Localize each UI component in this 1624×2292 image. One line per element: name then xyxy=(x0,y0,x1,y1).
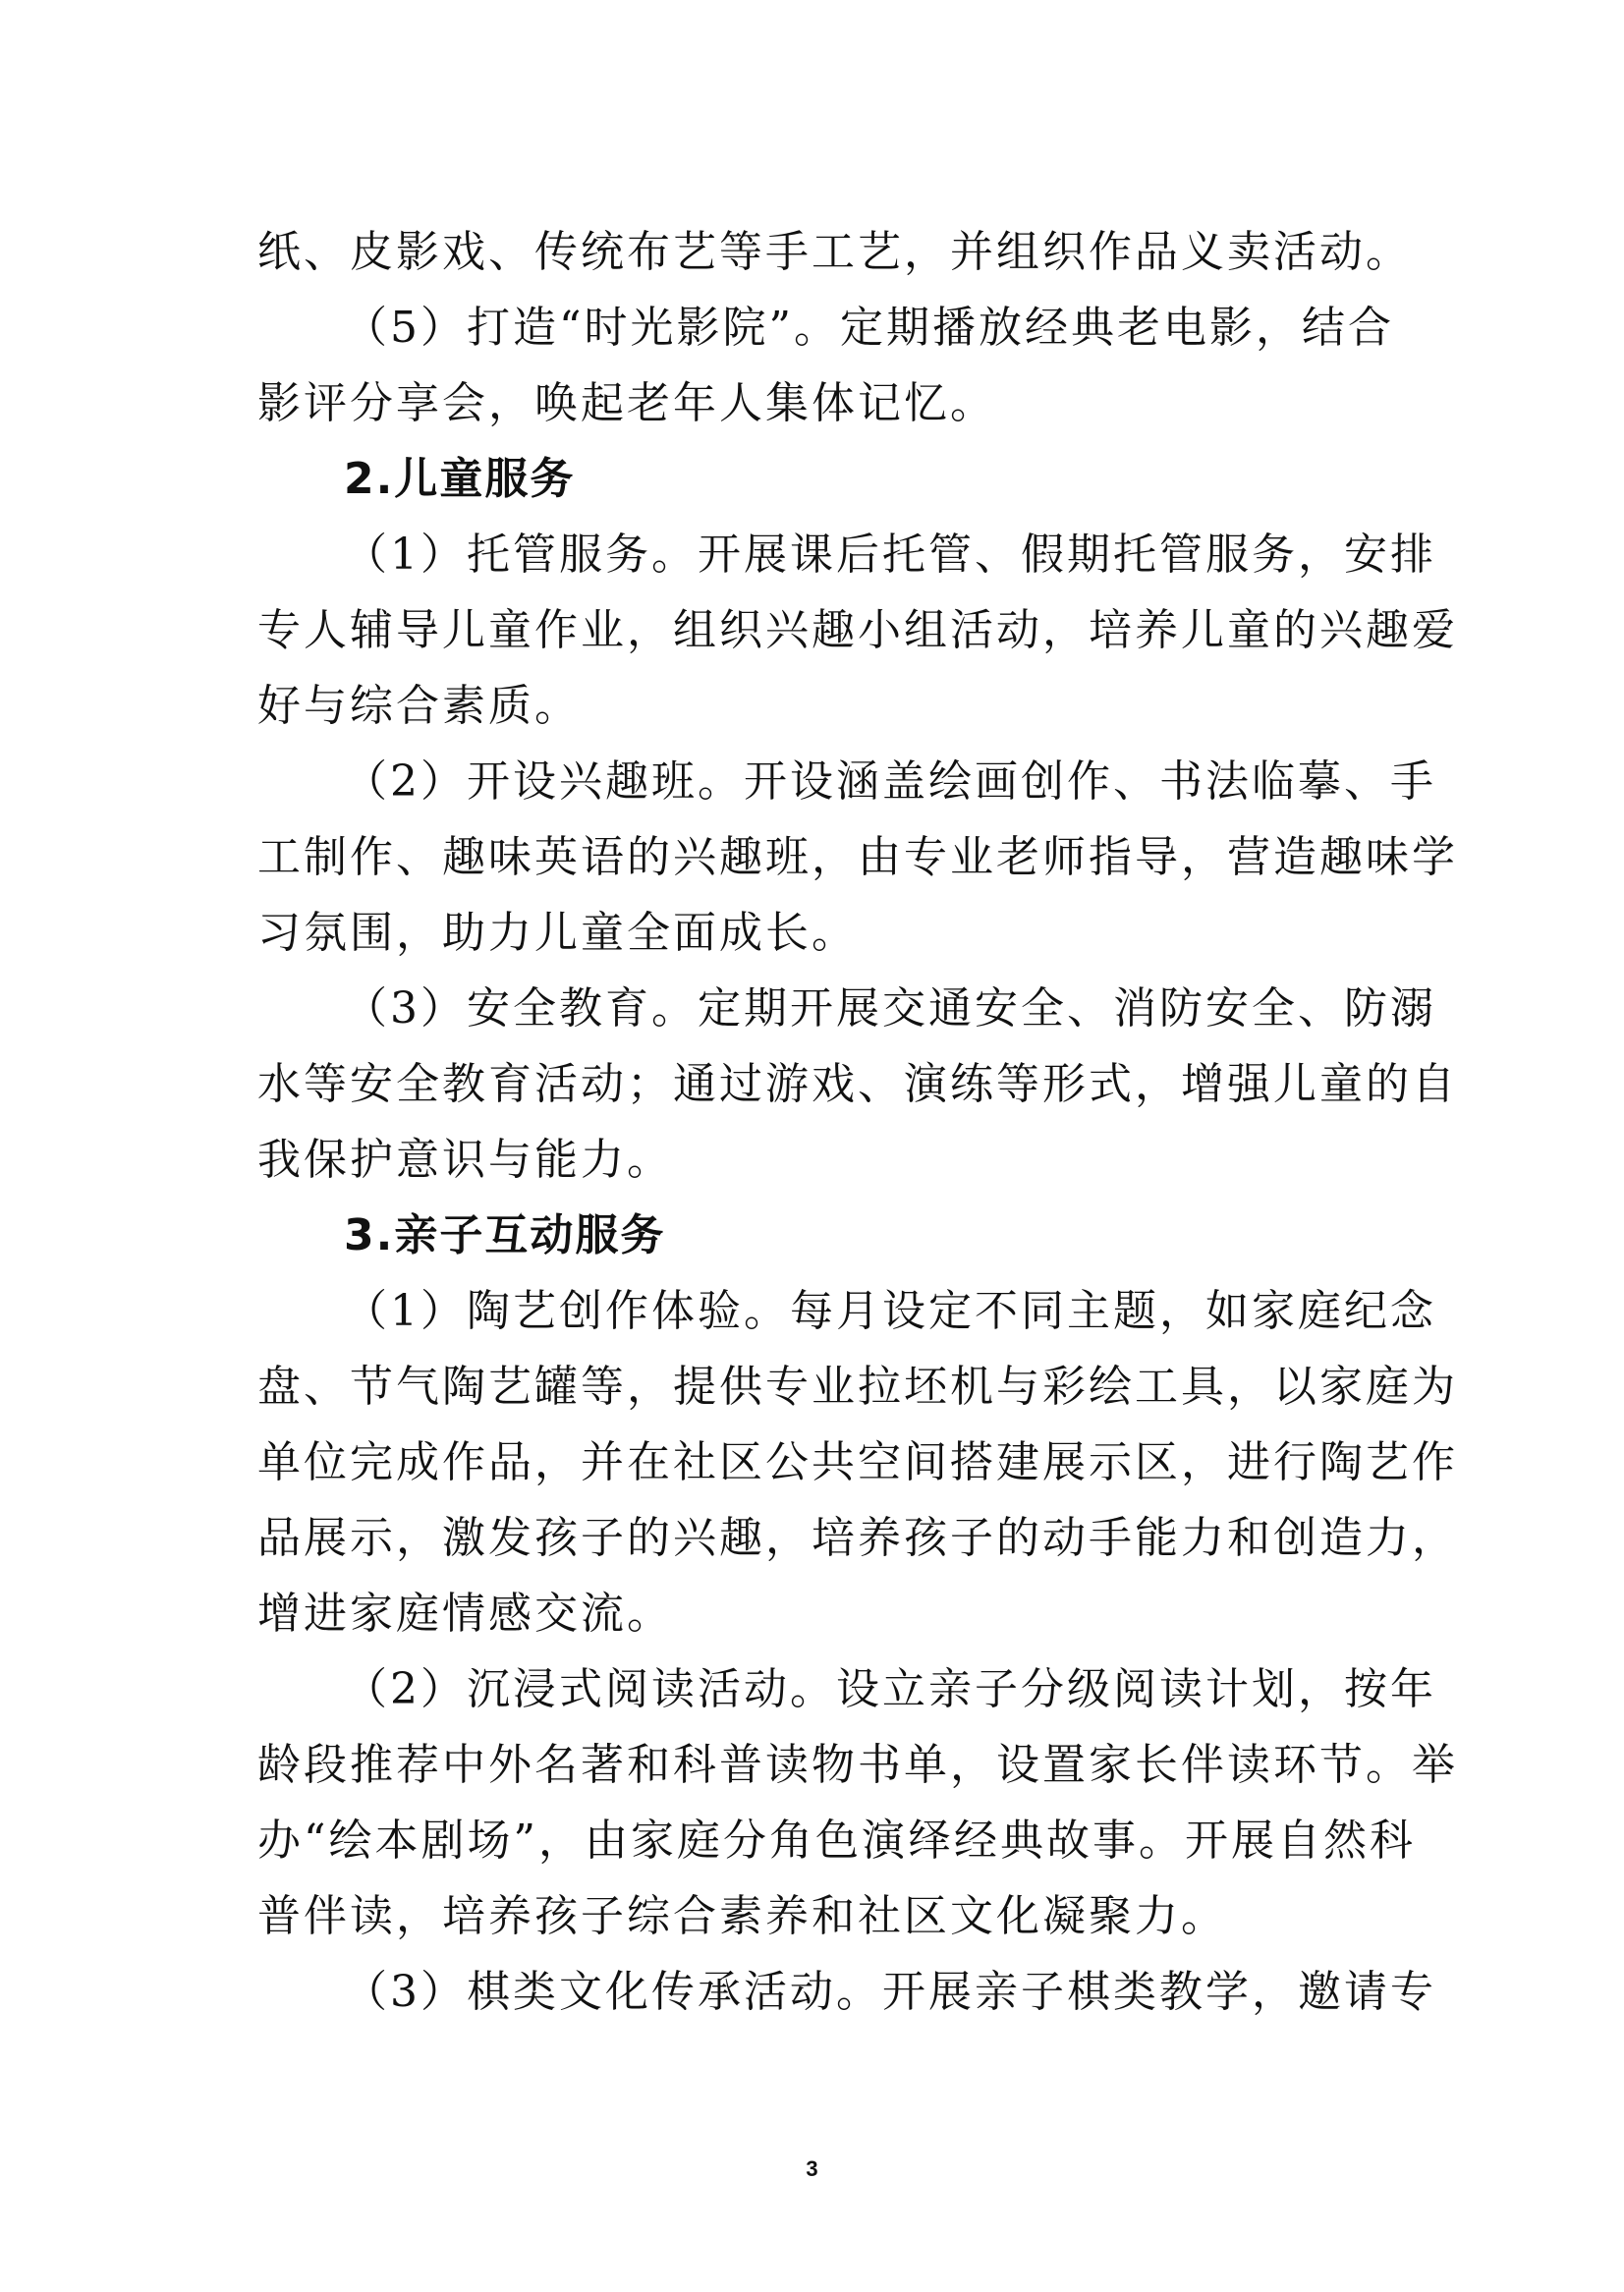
body-line: 单位完成作品，并在社区公共空间搭建展示区，进行陶艺作 xyxy=(257,1437,1458,1487)
body-line: 水等安全教育活动；通过游戏、演练等形式，增强儿童的自 xyxy=(257,1059,1458,1109)
document-body xyxy=(257,214,1458,2030)
body-line: 办“绘本剧场”，由家庭分角色演绎经典故事。开展自然科 xyxy=(257,1816,1416,1866)
section-heading-children-services: 2.儿童服务 xyxy=(344,454,576,504)
body-line: 专人辅导儿童作业，组织兴趣小组活动，培养儿童的兴趣爱 xyxy=(257,605,1458,655)
body-line: 我保护意识与能力。 xyxy=(257,1135,673,1185)
body-line: 影评分享会，唤起老年人集体记忆。 xyxy=(257,378,996,428)
paragraph-first-line: （3）安全教育。定期开展交通安全、消防安全、防溺 xyxy=(344,983,1436,1034)
paragraph-first-line: （1）托管服务。开展课后托管、假期托管服务，安排 xyxy=(344,530,1436,580)
body-line: 好与综合素质。 xyxy=(257,681,581,731)
section-heading-parent-child-services: 3.亲子互动服务 xyxy=(344,1210,666,1260)
page-number: 3 xyxy=(806,2156,818,2181)
body-line: 盘、节气陶艺罐等，提供专业拉坯机与彩绘工具，以家庭为 xyxy=(257,1362,1458,1412)
body-line: 习氛围，助力儿童全面成长。 xyxy=(257,908,858,958)
body-line: 普伴读，培养孩子综合素养和社区文化凝聚力。 xyxy=(257,1891,1227,1941)
paragraph-first-line: （5）打造“时光影院”。定期播放经典老电影，结合 xyxy=(344,303,1394,353)
paragraph-first-line: （3）棋类文化传承活动。开展亲子棋类教学，邀请专 xyxy=(344,1967,1436,2017)
paragraph-first-line: （1）陶艺创作体验。每月设定不同主题，如家庭纪念 xyxy=(344,1286,1436,1336)
body-line: 龄段推荐中外名著和科普读物书单，设置家长伴读环节。举 xyxy=(257,1740,1458,1790)
body-line: 纸、皮影戏、传统布艺等手工艺，并组织作品义卖活动。 xyxy=(257,227,1412,277)
paragraph-first-line: （2）开设兴趣班。开设涵盖绘画创作、书法临摹、手 xyxy=(344,756,1436,807)
paragraph-first-line: （2）沉浸式阅读活动。设立亲子分级阅读计划，按年 xyxy=(344,1664,1436,1714)
body-line: 增进家庭情感交流。 xyxy=(257,1589,673,1639)
body-line: 品展示，激发孩子的兴趣，培养孩子的动手能力和创造力， xyxy=(257,1513,1458,1563)
body-line: 工制作、趣味英语的兴趣班，由专业老师指导，营造趣味学 xyxy=(257,832,1458,882)
